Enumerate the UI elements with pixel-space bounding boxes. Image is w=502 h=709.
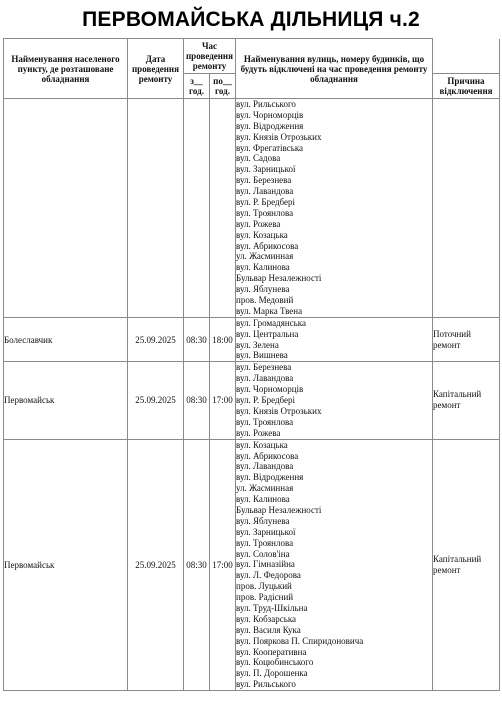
street-item: вул. Фрегатівська [236, 142, 304, 153]
table-body [4, 99, 500, 691]
street-item: вул. Лавандова [236, 186, 294, 197]
street-item: вул. Рожева [236, 218, 281, 229]
reason-cell [433, 99, 500, 318]
street-item: вул. Рильського [236, 679, 296, 690]
street-item: вул. Троянлова [236, 207, 294, 218]
table-row [4, 99, 500, 318]
settlement-cell [4, 99, 128, 318]
page-title: ПЕРВОМАЙСЬКА ДІЛЬНИЦЯ ч.2 [82, 8, 420, 31]
reason-cell: Капітальний ремонт [433, 362, 500, 439]
street-item: вул. Василя Кука [236, 624, 301, 635]
street-item: пров. Медовий [236, 295, 294, 306]
street-item: вул. Пояркова П. Спиридоновича [236, 635, 364, 646]
header-time-to: по__ год. [210, 74, 236, 99]
street-item: вул. Л. Федорова [236, 570, 301, 581]
street-item: вул. Козацька [236, 439, 288, 450]
street-item: вул. Князів Отрозьких [236, 405, 322, 416]
reason-cell: Капітальний ремонт [433, 439, 500, 690]
street-item: вул. Громадянська [236, 317, 306, 328]
street-item: вул. Лавандова [236, 461, 294, 472]
street-item: вул. Калинова [236, 262, 290, 273]
table-row [4, 439, 500, 690]
street-item: вул. П. Дорошенка [236, 668, 308, 679]
street-item: ул. Жасминная [236, 251, 294, 262]
street-item: вул. Центральна [236, 328, 299, 339]
street-item: вул. Кобзарська [236, 613, 297, 624]
street-item: вул. Князів Отрозьких [236, 131, 322, 142]
time-to-cell: 17:00 [210, 362, 236, 439]
street-item: вул. Яблунева [236, 515, 290, 526]
street-item: вул. Зелена [236, 339, 279, 350]
header-time: Час проведення ремонту [184, 39, 236, 74]
date-cell: 25.09.2025 [128, 439, 184, 690]
streets-cell [236, 439, 433, 690]
date-cell: 25.09.2025 [128, 362, 184, 439]
header-row [4, 39, 500, 74]
street-item: вул. Козацька [236, 229, 288, 240]
street-item: Бульвар Незалежності [236, 273, 322, 284]
header-date: Дата проведення ремонту [128, 39, 184, 99]
street-item: Бульвар Незалежності [236, 504, 322, 515]
street-item: вул. Коцюбинського [236, 657, 314, 668]
street-item: вул. Рильського [236, 99, 296, 109]
time-from-cell [184, 99, 210, 318]
street-item: вул. Р. Бредбері [236, 395, 295, 406]
date-cell: 25.09.2025 [128, 317, 184, 362]
header-reason: Причина відключення [433, 74, 500, 99]
time-to-cell: 18:00 [210, 317, 236, 362]
street-item: вул. Чорноморців [236, 109, 304, 120]
table-row [4, 362, 500, 439]
street-item: вул. Лавандова [236, 373, 294, 384]
header-settlement: Найменування населеного пункту, де розташоване обладнання [4, 39, 128, 99]
street-item: вул. Зарницької [236, 526, 296, 537]
settlement-cell: Первомайськ [4, 362, 128, 439]
reason-cell: Поточний ремонт [433, 317, 500, 362]
street-item: вул. Троянлова [236, 416, 294, 427]
time-from-cell: 08:30 [184, 362, 210, 439]
street-item: вул. Садова [236, 153, 281, 164]
streets-cell [236, 317, 433, 362]
street-item: вул. Відродження [236, 120, 304, 131]
street-item: вул. Чорноморців [236, 384, 304, 395]
street-item: вул. Гімназійна [236, 559, 295, 570]
street-item: вул. Зарницької [236, 164, 296, 175]
street-item: вул. Яблунева [236, 284, 290, 295]
street-item: вул. Березнева [236, 362, 292, 373]
street-item: вул. Солов'іна [236, 548, 290, 559]
street-item: вул. Вишнева [236, 350, 288, 361]
street-item: вул. Троянлова [236, 537, 294, 548]
outage-schedule-table [3, 38, 500, 691]
street-item: вул. Березнева [236, 175, 292, 186]
street-item: вул. Абрикосова [236, 240, 299, 251]
street-item: вул. Рожева [236, 427, 281, 438]
streets-cell [236, 362, 433, 439]
header-time-from: з__ год. [184, 74, 210, 99]
street-item: вул. Абрикосова [236, 450, 299, 461]
street-item: вул. Кооперативна [236, 646, 307, 657]
table-row [4, 317, 500, 362]
street-item: пров. Луцький [236, 581, 292, 592]
street-item: пров. Радісний [236, 592, 294, 603]
settlement-cell: Болеславчик [4, 317, 128, 362]
time-to-cell [210, 99, 236, 318]
street-item: вул. Калинова [236, 494, 290, 505]
street-item: вул. Марка Твена [236, 305, 303, 316]
street-item: вул. Труд-Шкільна [236, 602, 308, 613]
settlement-cell: Первомайськ [4, 439, 128, 690]
header-streets: Найменування вулиць, номеру будинків, що будуть відключені на час проведення ремонту обладнання [236, 39, 433, 99]
streets-cell [236, 99, 433, 318]
time-to-cell: 17:00 [210, 439, 236, 690]
street-item: вул. Р. Бредбері [236, 197, 295, 208]
date-cell [128, 99, 184, 318]
street-item: ул. Жасминная [236, 483, 294, 494]
time-from-cell: 08:30 [184, 317, 210, 362]
street-item: вул. Відродження [236, 472, 304, 483]
time-from-cell: 08:30 [184, 439, 210, 690]
header-reason-spacer [433, 39, 500, 74]
